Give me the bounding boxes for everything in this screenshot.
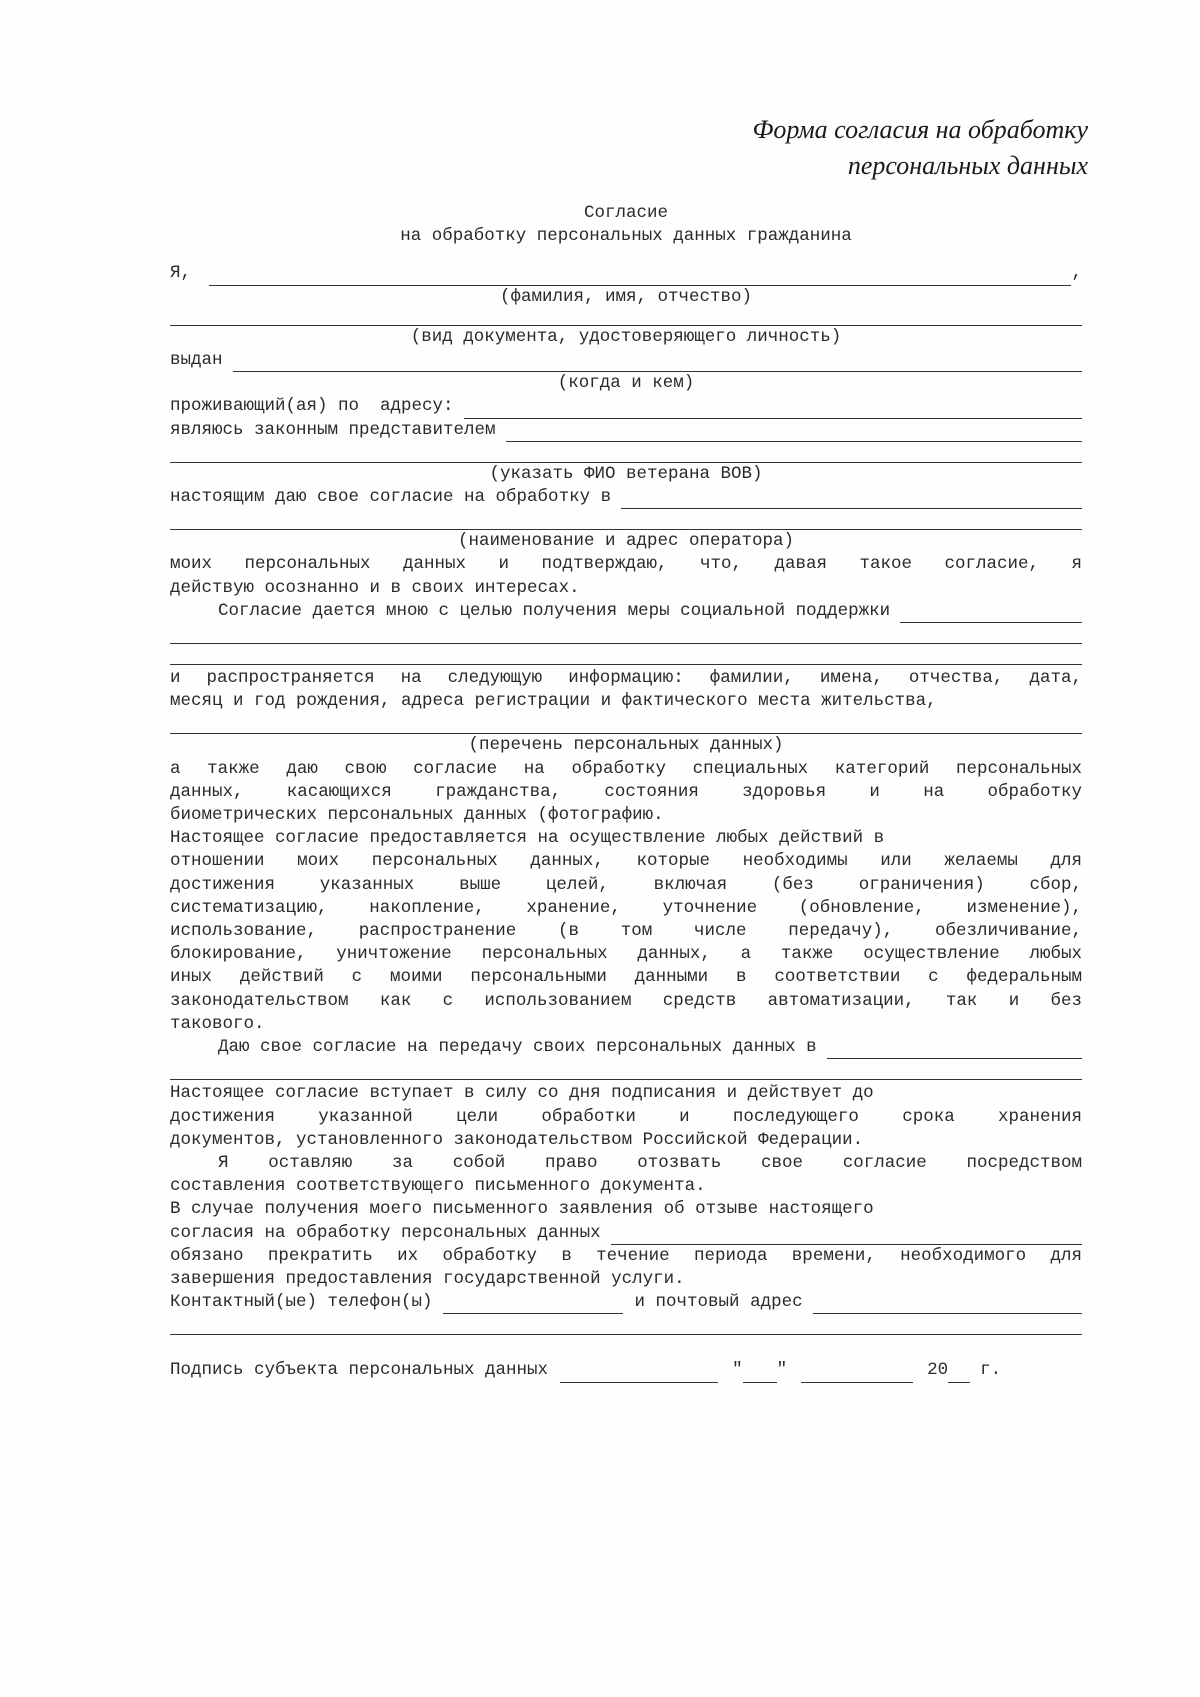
- phone-field[interactable]: [443, 1297, 623, 1314]
- transfer-label: Даю свое согласие на передачу своих персональных данных в: [218, 1037, 817, 1058]
- pd-list-field[interactable]: [170, 717, 1082, 734]
- paragraph-line: отношении моих персональных данных, которые необходимы или желаемы для: [170, 851, 1082, 872]
- paragraph-line: В случае получения моего письменного заявления об отзыве настоящего: [170, 1199, 874, 1220]
- paragraph-line: действую осознанно и в своих интересах.: [170, 577, 580, 598]
- paragraph-line: Настоящее согласие вступает в силу со дня подписания и действует до: [170, 1083, 874, 1104]
- purpose-field-3[interactable]: [170, 648, 1082, 665]
- fio-comma: ,: [1071, 263, 1082, 284]
- issued-label: выдан: [170, 350, 223, 371]
- paragraph-line: систематизацию, накопление, хранение, уточнение (обновление, изменение),: [170, 897, 1082, 918]
- operator-label: настоящим даю свое согласие на обработку в: [170, 487, 612, 508]
- postal-address-field[interactable]: [813, 1297, 1082, 1314]
- paragraph-line: моих персональных данных и подтверждаю, что, давая такое согласие, я: [170, 554, 1082, 575]
- paragraph-line: а также даю свою согласие на обработку специальных категорий персональных: [170, 758, 1082, 779]
- paragraph-line: завершения предоставления государственной услуги.: [170, 1268, 685, 1289]
- issued-row: [170, 349, 1082, 372]
- paragraph-line: и распространяется на следующую информацию: фамилии, имена, отчества, дата,: [170, 668, 1082, 689]
- contact-field-2[interactable]: [170, 1318, 1082, 1335]
- case-row: [170, 1222, 1082, 1245]
- form-title: Согласие: [583, 203, 668, 223]
- header-line-2: персональных данных: [847, 151, 1088, 180]
- paragraph-line: Настоящее согласие предоставляется на осуществление любых действий в: [170, 828, 885, 849]
- year-field[interactable]: [948, 1366, 970, 1383]
- fio-field[interactable]: [209, 269, 1071, 286]
- signature-field[interactable]: [560, 1366, 718, 1383]
- ya-label: Я,: [170, 263, 192, 284]
- issued-caption: (когда и кем): [557, 373, 695, 394]
- day-field[interactable]: [743, 1366, 777, 1383]
- paragraph-line: составления соответствующего письменного документа.: [170, 1176, 706, 1197]
- representative-field[interactable]: [506, 425, 1082, 442]
- address-field[interactable]: [464, 402, 1082, 419]
- purpose-field-2[interactable]: [170, 627, 1082, 644]
- id-document-field[interactable]: [170, 309, 1082, 326]
- contact-row: [170, 1291, 1082, 1314]
- fio-caption: (фамилия, имя, отчество): [499, 286, 753, 307]
- representative-row: [170, 419, 1082, 442]
- paragraph-line: достижения указанной цели обработки и последующего срока хранения: [170, 1106, 1082, 1127]
- paragraph-line: данных, касающихся гражданства, состояния здоровья и на обработку: [170, 781, 1082, 802]
- transfer-field[interactable]: [827, 1042, 1082, 1059]
- paragraph-line: использование, распространение (в том числе передачу), обезличивание,: [170, 921, 1082, 942]
- operator-caption: (наименование и адрес оператора): [457, 531, 795, 552]
- paragraph-line: документов, установленного законодательством Российской Федерации.: [170, 1129, 864, 1150]
- postal-address-label: и почтовый адрес: [634, 1292, 803, 1313]
- purpose-field[interactable]: [900, 606, 1082, 623]
- operator-row: [170, 486, 1082, 509]
- fio-row: [170, 262, 1082, 285]
- paragraph-line: Я оставляю за собой право отозвать свое согласие посредством: [218, 1152, 1082, 1173]
- paragraph-line: блокирование, уничтожение персональных данных, а также осуществление любых: [170, 944, 1082, 965]
- signature-row: [170, 1359, 1082, 1382]
- issued-field[interactable]: [233, 355, 1082, 372]
- purpose-label: Согласие дается мною с целью получения меры социальной поддержки: [218, 600, 891, 621]
- address-label: проживающий(ая) по адресу:: [170, 396, 454, 417]
- case-label: согласия на обработку персональных данных: [170, 1222, 601, 1243]
- purpose-row: [170, 600, 1082, 623]
- year-prefix: 20: [927, 1360, 949, 1381]
- veteran-name-field[interactable]: [170, 446, 1082, 463]
- representative-label: являюсь законным представителем: [170, 419, 496, 440]
- operator-field[interactable]: [621, 492, 1082, 509]
- quote-open: ": [732, 1360, 743, 1381]
- address-row: [170, 395, 1082, 418]
- case-field[interactable]: [611, 1228, 1082, 1245]
- paragraph-line: месяц и год рождения, адреса регистрации и фактического места жительства,: [170, 691, 937, 712]
- year-suffix: г.: [980, 1360, 1002, 1381]
- paragraph-line: обязано прекратить их обработку в течение периода времени, необходимого для: [170, 1245, 1082, 1266]
- header-line-1: Форма согласия на обработку: [752, 115, 1088, 144]
- paragraph-line: иных действий с моими персональными данными в соответствии с федеральным: [170, 967, 1082, 988]
- paragraph-line: такового.: [170, 1013, 265, 1034]
- paragraph-line: законодательством как с использованием средств автоматизации, так и без: [170, 990, 1082, 1011]
- paragraph-line: достижения указанных выше целей, включая (без ограничения) сбор,: [170, 874, 1082, 895]
- pd-list-caption: (перечень персональных данных): [468, 735, 784, 756]
- paragraph-line: биометрических персональных данных (фотографию.: [170, 805, 664, 826]
- form-subtitle: на обработку персональных данных гражданина: [400, 226, 852, 247]
- id-document-caption: (вид документа, удостоверяющего личность): [410, 326, 842, 347]
- operator-field-2[interactable]: [170, 513, 1082, 530]
- month-field[interactable]: [801, 1366, 913, 1383]
- consent-form: [170, 202, 1082, 1383]
- transfer-field-2[interactable]: [170, 1063, 1082, 1080]
- veteran-caption: (указать ФИО ветерана ВОВ): [489, 463, 763, 484]
- form-header: [752, 112, 1088, 184]
- transfer-row: [170, 1036, 1082, 1059]
- phone-label: Контактный(ые) телефон(ы): [170, 1292, 433, 1313]
- quote-close: ": [776, 1360, 788, 1381]
- signature-label: Подпись субъекта персональных данных: [170, 1360, 549, 1381]
